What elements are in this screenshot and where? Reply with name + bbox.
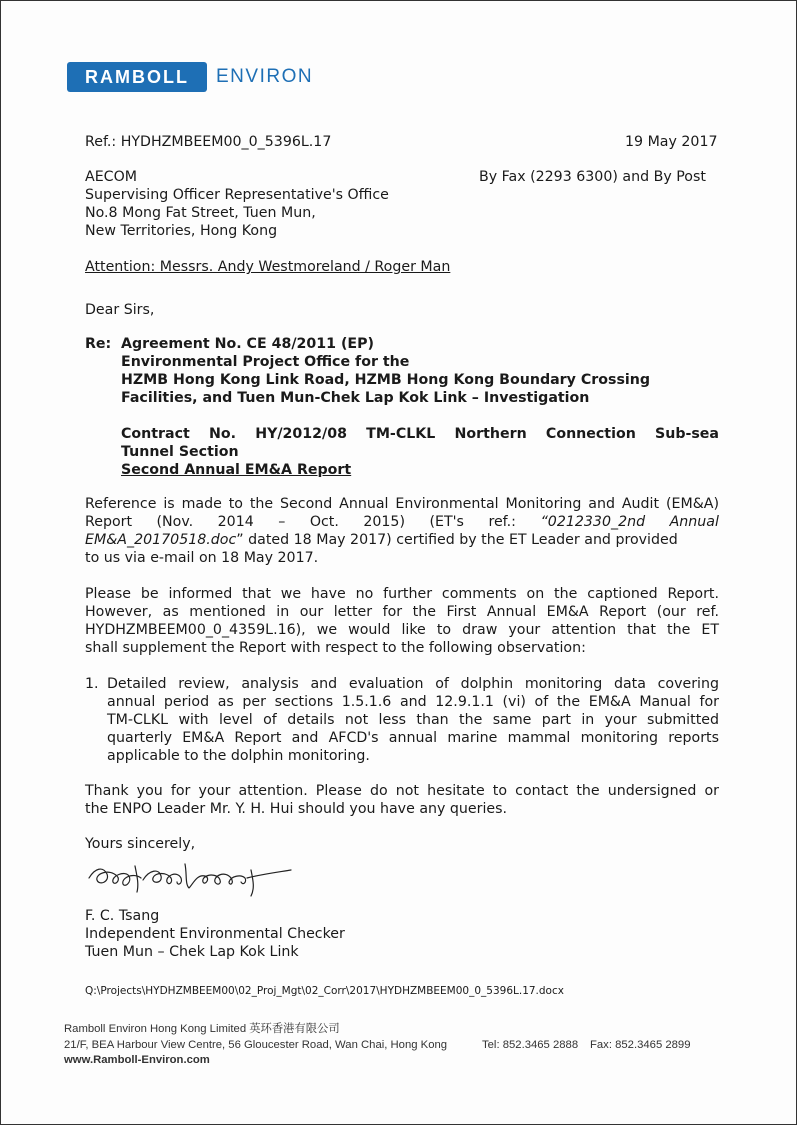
re-subject-line: Facilities, and Tuen Mun-Chek Lap Kok Link – Investigation (121, 390, 590, 406)
list-item-line: TM-CLKL with level of details not less than the same part in your submitted (107, 712, 719, 728)
word: ref.: (488, 514, 516, 530)
paragraph-line: Please be informed that we have no further comments on the captioned Report. (85, 586, 719, 602)
filename-italic: EM&A_20170518.doc (85, 532, 237, 548)
ramboll-logo: RAMBOLL (67, 62, 207, 92)
re-label: Re: (85, 336, 112, 352)
list-item-line: annual period as per sections 1.5.1.6 and 12.9.1.1 (vi) of the EM&A Manual for (107, 694, 719, 710)
signer-project: Tuen Mun – Chek Lap Kok Link (85, 944, 299, 960)
re-subject-line: Environmental Project Office for the (121, 354, 410, 370)
paragraph-text: ” dated 18 May 2017) certified by the ET Leader and provided (236, 532, 678, 548)
salutation: Dear Sirs, (85, 302, 155, 318)
word: “0212330_2nd (540, 514, 646, 530)
paragraph-line: shall supplement the Report with respect to the following observation: (85, 640, 586, 656)
closing: Yours sincerely, (85, 836, 196, 852)
paragraph-line (85, 531, 678, 549)
paragraph-line: Reference is made to the Second Annual Environmental Monitoring and Audit (EM&A) (85, 496, 719, 512)
recipient-address-line: New Territories, Hong Kong (85, 223, 278, 239)
word: 2014 (217, 514, 254, 530)
environ-logo-text: ENVIRON (216, 66, 314, 87)
footer-tel: Tel: 852.3465 2888 (482, 1039, 579, 1051)
recipient-address-line: Supervising Officer Representative's Office (85, 187, 389, 203)
signer-name: F. C. Tsang (85, 908, 160, 924)
attention-line: Attention: Messrs. Andy Westmoreland / Roger Man (85, 259, 451, 275)
list-item-line: quarterly EM&A Report and AFCD's annual marine mammal monitoring reports (107, 730, 719, 746)
signature-icon (85, 856, 295, 898)
word: Report (85, 514, 133, 530)
delivery-method: By Fax (2293 6300) and By Post (479, 169, 706, 185)
re-subject-line: Agreement No. CE 48/2011 (EP) (121, 336, 375, 352)
contract-line: Tunnel Section (121, 444, 239, 460)
word: 2015) (363, 514, 405, 530)
word: Oct. (309, 514, 339, 530)
footer-website: www.Ramboll-Environ.com (64, 1054, 210, 1066)
word: (ET's (429, 514, 464, 530)
list-item-number: 1. (85, 676, 99, 692)
paragraph-line: the ENPO Leader Mr. Y. H. Hui should you have any queries. (85, 801, 508, 817)
file-path: Q:\Projects\HYDHZMBEEM00\02_Proj_Mgt\02_Corr\2017\HYDHZMBEEM00_0_5396L.17.docx (85, 985, 564, 997)
list-item-line: Detailed review, analysis and evaluation of dolphin monitoring data covering (107, 676, 719, 692)
paragraph-line: However, as mentioned in our letter for the First Annual EM&A Report (our ref. (85, 604, 719, 620)
recipient-org: AECOM (85, 169, 137, 185)
word: – (278, 514, 286, 530)
paragraph-line: to us via e-mail on 18 May 2017. (85, 550, 319, 566)
footer-company: Ramboll Environ Hong Kong Limited 英环香港有限公司 (64, 1023, 340, 1035)
footer-address: 21/F, BEA Harbour View Centre, 56 Gloucester Road, Wan Chai, Hong Kong (64, 1039, 448, 1051)
report-title: Second Annual EM&A Report (121, 462, 352, 478)
paragraph-line (85, 513, 719, 531)
recipient-address-line: No.8 Mong Fat Street, Tuen Mun, (85, 205, 316, 221)
word: (Nov. (156, 514, 194, 530)
footer-fax: Fax: 852.3465 2899 (590, 1039, 691, 1051)
re-subject-line: HZMB Hong Kong Link Road, HZMB Hong Kong Boundary Crossing (121, 372, 651, 388)
reference-number: Ref.: HYDHZMBEEM00_0_5396L.17 (85, 134, 332, 150)
paragraph-line: HYDHZMBEEM00_0_4359L.16), we would like to draw your attention that the ET (85, 622, 719, 638)
contract-line: Contract No. HY/2012/08 TM-CLKL Northern Connection Sub-sea (121, 426, 719, 442)
paragraph-line: Thank you for your attention. Please do not hesitate to contact the undersigned or (85, 783, 719, 799)
list-item-line: applicable to the dolphin monitoring. (107, 748, 370, 764)
signer-title: Independent Environmental Checker (85, 926, 345, 942)
word: Annual (669, 514, 719, 530)
letter-date: 19 May 2017 (625, 134, 718, 150)
